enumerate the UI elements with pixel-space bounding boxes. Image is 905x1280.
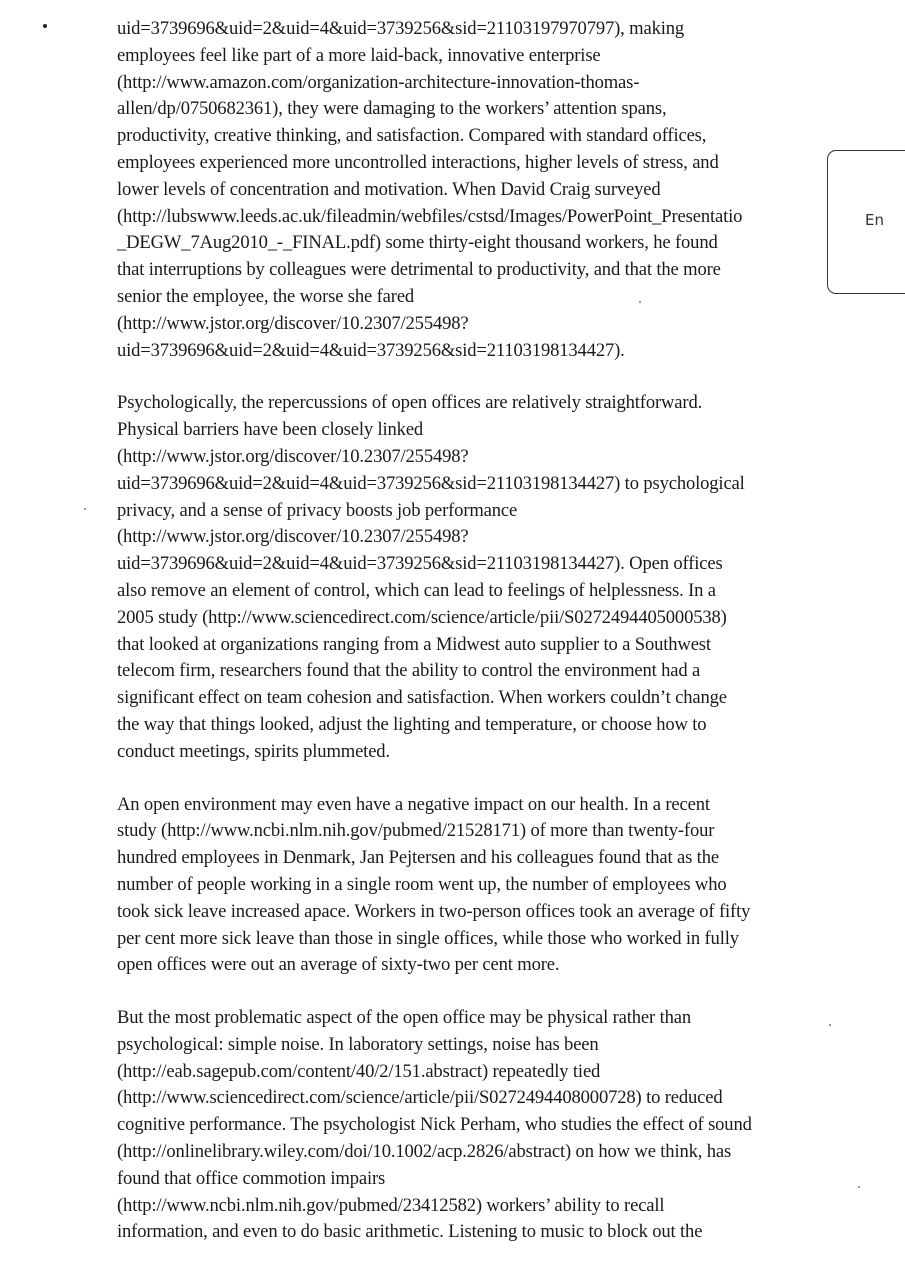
text-line: found that office commotion impairs (117, 1167, 386, 1189)
text-line: senior the employee, the worse she fared (117, 285, 415, 307)
paragraph-3 (117, 792, 807, 980)
text-line: Psychologically, the repercussions of open offices are relatively straightforward. (117, 392, 703, 414)
text-line: cognitive performance. The psychologist Nick Perham, who studies the effect of sound (117, 1114, 752, 1136)
text-line: _DEGW_7Aug2010_-_FINAL.pdf) some thirty-eight thousand workers, he found (117, 232, 718, 254)
text-line: But the most problematic aspect of the open office may be physical rather than (117, 1007, 691, 1029)
scan-speck (84, 508, 86, 510)
language-side-tab[interactable] (827, 150, 905, 294)
text-line: employees feel like part of a more laid-back, innovative enterprise (117, 44, 601, 66)
text-line: information, and even to do basic arithmetic. Listening to music to block out the (117, 1221, 703, 1243)
text-line: 2005 study (http://www.sciencedirect.com/science/article/pii/S0272494405000538) (117, 606, 727, 628)
scan-speck (639, 301, 641, 303)
text-line: (http://lubswww.leeds.ac.uk/fileadmin/webfiles/cstsd/Images/PowerPoint_Presentatio (117, 205, 743, 227)
text-line: (http://www.ncbi.nlm.nih.gov/pubmed/23412582) workers’ ability to recall (117, 1194, 665, 1216)
text-line: number of people working in a single room went up, the number of employees who (117, 873, 727, 895)
side-tab-label: En (865, 211, 884, 229)
text-line: study (http://www.ncbi.nlm.nih.gov/pubmed/21528171) of more than twenty-four (117, 820, 715, 842)
text-line: took sick leave increased apace. Workers in two-person offices took an average of fifty (117, 900, 751, 922)
paragraph-2 (117, 390, 807, 765)
text-line: uid=3739696&uid=2&uid=4&uid=3739256&sid=21103197970797), making (117, 18, 685, 39)
scan-speck (829, 1024, 831, 1026)
text-line: hundred employees in Denmark, Jan Pejtersen and his colleagues found that as the (117, 847, 719, 869)
text-line: (http://www.sciencedirect.com/science/article/pii/S0272494408000728) to reduced (117, 1087, 723, 1109)
text-line: (http://onlinelibrary.wiley.com/doi/10.1002/acp.2826/abstract) on how we think, has (117, 1141, 732, 1163)
text-line: An open environment may even have a negative impact on our health. In a recent (117, 793, 710, 815)
text-line: employees experienced more uncontrolled interactions, higher levels of stress, and (117, 151, 719, 173)
scan-speck (858, 1186, 860, 1188)
text-line: uid=3739696&uid=2&uid=4&uid=3739256&sid=21103198134427). Open offices (117, 553, 723, 575)
paragraph-4 (117, 1005, 807, 1246)
article-body (117, 16, 807, 1272)
text-line: uid=3739696&uid=2&uid=4&uid=3739256&sid=21103198134427). (117, 339, 625, 361)
text-line: lower levels of concentration and motivation. When David Craig surveyed (117, 178, 661, 200)
text-line: telecom firm, researchers found that the ability to control the environment had a (117, 660, 701, 682)
text-line: that looked at organizations ranging from a Midwest auto supplier to a Southwest (117, 633, 711, 655)
text-line: Physical barriers have been closely linked (117, 419, 424, 441)
text-line: (http://www.jstor.org/discover/10.2307/255498? (117, 445, 469, 467)
text-line: productivity, creative thinking, and satisfaction. Compared with standard offices, (117, 125, 707, 147)
text-line: the way that things looked, adjust the lighting and temperature, or choose how to (117, 713, 707, 735)
text-line: (http://www.amazon.com/organization-architecture-innovation-thomas- (117, 71, 640, 93)
text-line: allen/dp/0750682361), they were damaging to the workers’ attention spans, (117, 98, 667, 120)
text-line: per cent more sick leave than those in single offices, while those who worked in fully (117, 927, 739, 949)
text-line: that interruptions by colleagues were detrimental to productivity, and that the more (117, 259, 721, 281)
text-line: psychological: simple noise. In laboratory settings, noise has been (117, 1033, 599, 1055)
text-line: (http://www.jstor.org/discover/10.2307/255498? (117, 312, 469, 334)
margin-bullet-dot (43, 24, 47, 28)
text-line: significant effect on team cohesion and satisfaction. When workers couldn’t change (117, 687, 727, 709)
text-line: (http://www.jstor.org/discover/10.2307/255498? (117, 526, 469, 548)
text-line: uid=3739696&uid=2&uid=4&uid=3739256&sid=21103198134427) to psychological (117, 472, 745, 494)
paragraph-1 (117, 16, 807, 364)
text-line: conduct meetings, spirits plummeted. (117, 740, 390, 762)
text-line: privacy, and a sense of privacy boosts job performance (117, 499, 518, 521)
text-line: also remove an element of control, which can lead to feelings of helplessness. In a (117, 579, 716, 601)
text-line: (http://eab.sagepub.com/content/40/2/151.abstract) repeatedly tied (117, 1060, 601, 1082)
text-line: open offices were out an average of sixty-two per cent more. (117, 954, 560, 976)
